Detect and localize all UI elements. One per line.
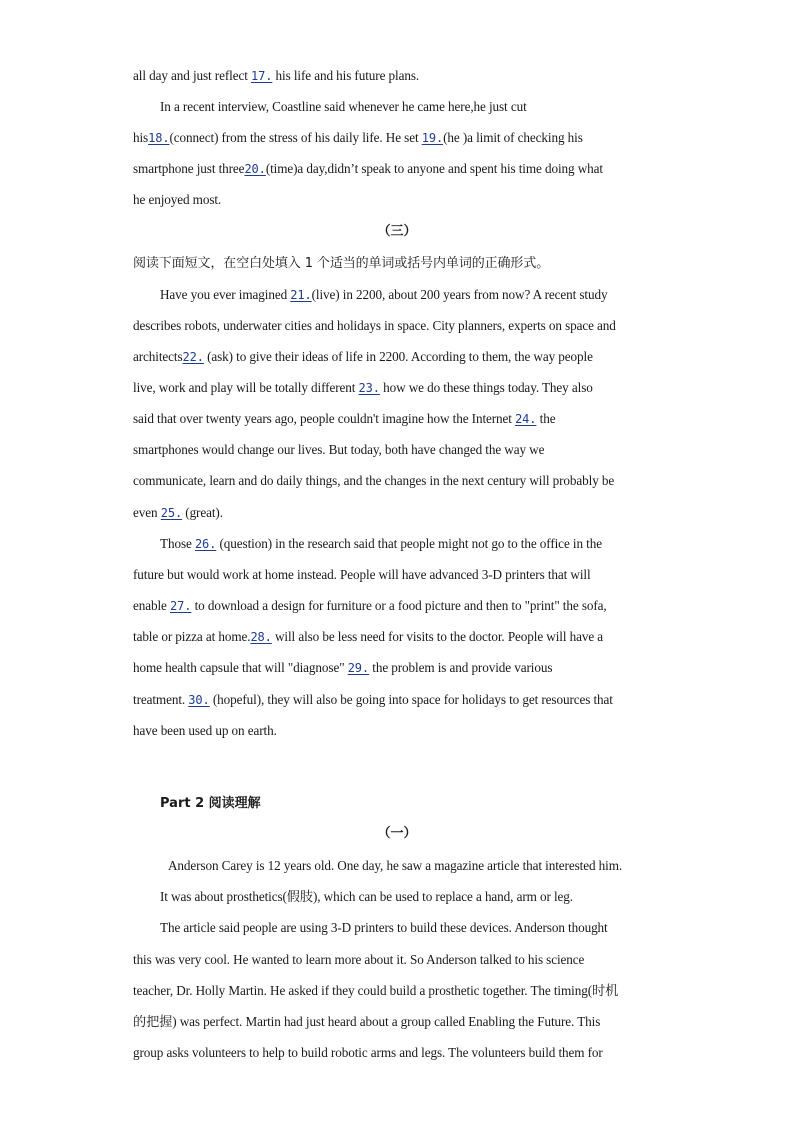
text-line: this was very cool. He wanted to learn more about it. So Anderson talked to his science: [133, 952, 585, 967]
text-line: In a recent interview, Coastline said whenever he came here,he just cut: [160, 99, 527, 114]
blank-29[interactable]: 29.: [347, 661, 370, 675]
text-line: future but would work at home instead. People will have advanced 3-D printers that will: [133, 567, 591, 582]
text-line: smartphone just three20.(time)a day,didn’t speak to anyone and spent his time doing what: [133, 161, 603, 176]
text-line: all day and just reflect 17. his life and his future plans.: [133, 68, 420, 83]
text-line: home health capsule that will "diagnose" 29. the problem is and provide various: [133, 660, 553, 675]
blank-30[interactable]: 30.: [188, 693, 210, 707]
text-line: Those 26. (question) in the research said that people might not go to the office in the: [160, 536, 602, 551]
text-line: even 25. (great).: [133, 505, 223, 520]
text-line: 的把握) was perfect. Martin had just heard about a group called Enabling the Future. This: [133, 1014, 601, 1029]
text-line: Have you ever imagined 21.(live) in 2200, about 200 years from now? A recent study: [160, 287, 608, 302]
text-line: smartphones would change our lives. But today, both have changed the way we: [133, 442, 545, 457]
blank-24[interactable]: 24.: [515, 412, 537, 426]
blank-26[interactable]: 26.: [194, 537, 217, 551]
blank-22[interactable]: 22.: [182, 350, 204, 364]
text-line: group asks volunteers to help to build robotic arms and legs. The volunteers build them for: [133, 1045, 603, 1060]
blank-17[interactable]: 17.: [250, 69, 273, 83]
blank-23[interactable]: 23.: [358, 381, 380, 395]
blank-18[interactable]: 18.: [148, 131, 170, 145]
text-line: The article said people are using 3-D printers to build these devices. Anderson thought: [160, 920, 608, 935]
section-heading: （三）: [377, 224, 417, 239]
text-line: describes robots, underwater cities and holidays in space. City planners, experts on space and: [133, 318, 616, 333]
blank-27[interactable]: 27.: [170, 599, 192, 613]
text-line: treatment. 30. (hopeful), they will also be going into space for holidays to get resources that: [133, 692, 613, 707]
part-title: Part 2 阅读理解: [160, 796, 261, 811]
blank-28[interactable]: 28.: [250, 630, 272, 644]
blank-21[interactable]: 21.: [290, 288, 312, 302]
text-line: It was about prosthetics(假肢), which can be used to replace a hand, arm or leg.: [160, 889, 573, 904]
text-line: architects22. (ask) to give their ideas of life in 2200. According to them, the way people: [133, 349, 593, 364]
blank-20[interactable]: 20.: [244, 162, 266, 176]
text-line: teacher, Dr. Holly Martin. He asked if they could build a prosthetic together. The timing(时机: [133, 983, 619, 998]
text-line: live, work and play will be totally different 23. how we do these things today. They also: [133, 380, 593, 395]
blank-19[interactable]: 19.: [421, 131, 444, 145]
text-line: communicate, learn and do daily things, and the changes in the next century will probably be: [133, 473, 615, 488]
text-line: said that over twenty years ago, people couldn't imagine how the Internet 24. the: [133, 411, 556, 426]
text-line: he enjoyed most.: [133, 192, 222, 207]
text-line: have been used up on earth.: [133, 723, 277, 738]
section-heading: （一）: [377, 826, 417, 841]
text-line: enable 27. to download a design for furniture or a food picture and then to "print" the sofa,: [133, 598, 607, 613]
text-line: Anderson Carey is 12 years old. One day, he saw a magazine article that interested him.: [168, 858, 623, 873]
blank-25[interactable]: 25.: [160, 506, 183, 520]
instruction: 阅读下面短文，在空白处填入 1 个适当的单词或括号内单词的正确形式。: [133, 256, 550, 271]
text-line: his18.(connect) from the stress of his daily life. He set 19.(he )a limit of checking his: [133, 130, 583, 145]
text-line: table or pizza at home.28. will also be less need for visits to the doctor. People will have a: [133, 629, 604, 644]
